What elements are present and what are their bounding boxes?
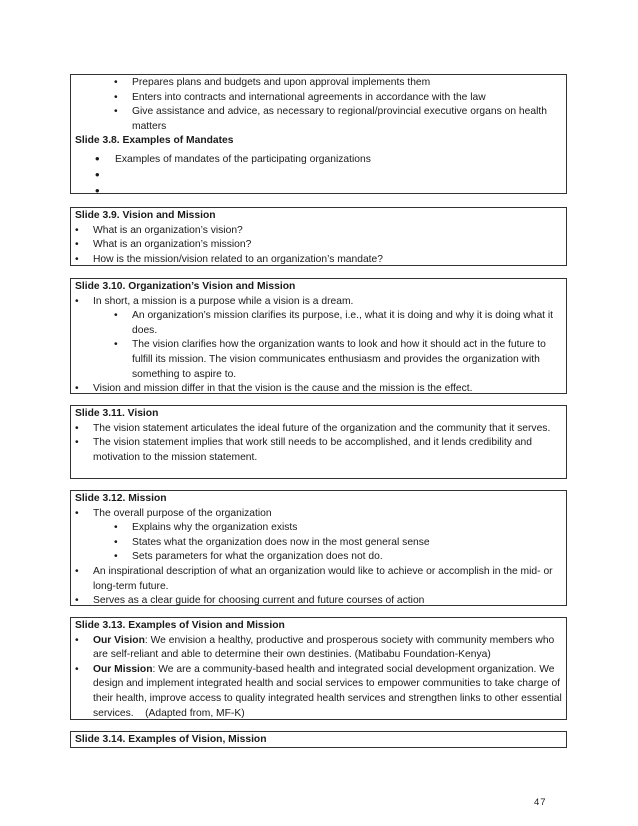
bullet-icon: • xyxy=(95,166,100,182)
list-item xyxy=(75,168,562,184)
bullet-icon: • xyxy=(75,663,79,675)
slide-title: Slide 3.8. Examples of Mandates xyxy=(75,135,234,147)
bullet-icon: • xyxy=(114,310,118,322)
bullet-icon: • xyxy=(114,77,118,88)
vision-label: Our Vision xyxy=(93,634,145,646)
slide-title: Slide 3.12. Mission xyxy=(75,493,167,504)
mission-label: Our Mission xyxy=(93,663,153,675)
bullet-icon: • xyxy=(95,150,100,166)
bullet-icon: • xyxy=(75,224,79,236)
bullet-icon: • xyxy=(75,595,79,607)
list-item: • Sets parameters for what the organization does not do. xyxy=(75,550,562,565)
bullet-icon: • xyxy=(114,551,118,563)
list-item: • An organization’s mission clarifies its purpose, i.e., what it is doing and why it is doing what it does. xyxy=(114,310,554,336)
slide-title: Slide 3.11. Vision xyxy=(75,408,159,419)
list-item: • The vision statement articulates the ideal future of the organization and the community that it serves. xyxy=(75,422,562,437)
vision-text: : We envision a healthy, productive and prosperous society with community members who are self-reliant and able to determine their own destinies. (Matibabu Foundation-Kenya) xyxy=(93,634,555,661)
bullet-icon: • xyxy=(95,182,100,198)
slide-3-12-box xyxy=(70,490,567,606)
bullet-icon: • xyxy=(75,437,79,449)
list-item: • Explains why the organization exists xyxy=(75,521,562,536)
bullet-icon: • xyxy=(75,422,79,434)
mission-text: : We are a community-based health and integrated social development organization. We design and implement integrated health and social services to empower communities to take charge of their health, improve access to quality integrated health services and strengthen links to other essential services. (Adapted from, MF-K) xyxy=(93,663,565,719)
slide-3-13-box xyxy=(70,617,567,720)
bullet-icon: • xyxy=(114,536,118,548)
bullet-icon: • xyxy=(114,106,118,118)
list-item: • Prepares plans and budgets and upon approval implements them xyxy=(75,76,562,91)
bullet-icon: • xyxy=(114,522,118,534)
slide-title: Slide 3.9. Vision and Mission xyxy=(75,210,216,221)
list-item: • States what the organization does now in the most general sense xyxy=(75,536,562,551)
list-item: • Enters into contracts and international agreements in accordance with the law xyxy=(75,91,562,106)
bullet-icon: • xyxy=(75,634,79,646)
list-item xyxy=(75,634,562,663)
list-item: • In short, a mission is a purpose while a vision is a dream. xyxy=(75,295,562,310)
bullet-icon: • xyxy=(75,239,79,251)
bullet-icon: • xyxy=(75,253,79,265)
list-item: • Vision and mission differ in that the vision is the cause and the mission is the effect. xyxy=(75,382,562,397)
slide-title: Slide 3.13. Examples of Vision and Mission xyxy=(75,620,285,631)
list-item: • Examples of mandates of the participating organizations xyxy=(95,150,371,166)
slide-title: Slide 3.14. Examples of Vision, Mission xyxy=(75,734,267,745)
list-item: • Serves as a clear guide for choosing current and future courses of action xyxy=(75,594,562,609)
list-item: • The overall purpose of the organization xyxy=(75,507,562,522)
list-item: • What is an organization’s vision? xyxy=(75,224,562,239)
bullet-icon: • xyxy=(75,507,79,519)
list-item: • The vision clarifies how the organization wants to look and how it should act in the future to fulfill its mission. The vision communicates enthusiasm and provides the organization with something to aspire to. xyxy=(114,339,546,380)
list-item: • The vision statement implies that work still needs to be accomplished, and it lends credibility and motivation to the mission statement. xyxy=(75,437,532,463)
slide-3-14-box xyxy=(70,731,567,748)
slide-3-8-box xyxy=(70,74,567,198)
list-item: • How is the mission/vision related to an organization’s mandate? xyxy=(75,253,562,268)
list-item: • An inspirational description of what an organization would like to achieve or accomplish in the mid- or long-term future. xyxy=(75,565,553,592)
list-item: • Give assistance and advice, as necessary to regional/provincial executive organs on health matters xyxy=(114,106,547,132)
bullet-icon: • xyxy=(114,91,118,103)
list-item xyxy=(75,663,565,721)
bullet-icon: • xyxy=(75,565,79,577)
bullet-icon: • xyxy=(75,383,79,395)
page-number: 47 xyxy=(534,797,547,808)
slide-title: Slide 3.10. Organization’s Vision and Mission xyxy=(75,281,296,292)
bullet-icon: • xyxy=(114,339,118,351)
slide-3-9-box xyxy=(70,207,567,266)
slide-3-11-box xyxy=(70,405,567,479)
list-item xyxy=(75,184,562,200)
list-item: • What is an organization’s mission? xyxy=(75,238,562,253)
slide-3-10-box xyxy=(70,278,567,394)
bullet-icon: • xyxy=(75,295,79,307)
